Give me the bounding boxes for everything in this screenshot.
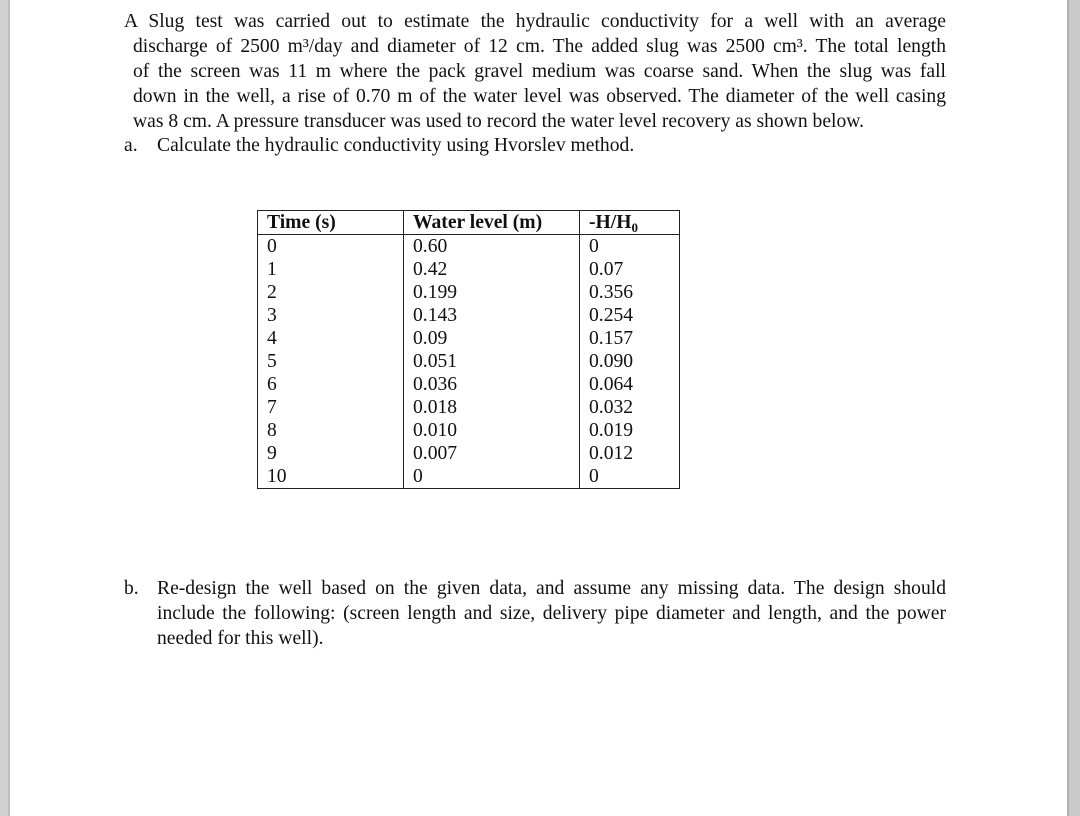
- table-row: [258, 258, 680, 281]
- part-a-text: Calculate the hydraulic conductivity using Hvorslev method.: [157, 135, 635, 156]
- intro-line-2: discharge of 2500 m³/day and diameter of 12 cm. The added slug was 2500 cm³. The total length: [133, 36, 946, 57]
- part-a: [124, 133, 634, 158]
- part-b-line-2: include the following: (screen length and size, delivery pipe diameter and length, and the power: [157, 603, 946, 624]
- table-row: [258, 235, 680, 259]
- cell-time: 4: [258, 327, 404, 350]
- intro-line-4: down in the well, a rise of 0.70 m of the water level was observed. The diameter of the well casing: [133, 86, 946, 107]
- cell-ratio: 0.032: [580, 396, 680, 419]
- header-ratio: [580, 211, 680, 235]
- cell-ratio: 0.356: [580, 281, 680, 304]
- cell-ratio: 0.090: [580, 350, 680, 373]
- part-b-marker: b.: [124, 578, 139, 599]
- cell-ratio: 0.064: [580, 373, 680, 396]
- table-row: [258, 419, 680, 442]
- cell-ratio: 0.254: [580, 304, 680, 327]
- cell-water-level: 0.010: [404, 419, 580, 442]
- cell-water-level: 0.007: [404, 442, 580, 465]
- right-window-edge-line: [1067, 0, 1069, 816]
- table-header-row: [258, 211, 680, 235]
- problem-statement: [124, 9, 946, 134]
- cell-water-level: 0: [404, 465, 580, 489]
- cell-time: 0: [258, 235, 404, 259]
- document-page: [10, 0, 1067, 816]
- water-level-table: [257, 210, 680, 489]
- header-ratio-subscript: 0: [631, 220, 638, 235]
- table-row: [258, 327, 680, 350]
- table-row: [258, 373, 680, 396]
- header-ratio-text: -H/H: [589, 212, 632, 233]
- cell-time: 8: [258, 419, 404, 442]
- cell-water-level: 0.018: [404, 396, 580, 419]
- cell-time: 5: [258, 350, 404, 373]
- cell-water-level: 0.143: [404, 304, 580, 327]
- cell-time: 3: [258, 304, 404, 327]
- cell-water-level: 0.09: [404, 327, 580, 350]
- table-body: [258, 235, 680, 489]
- cell-time: 2: [258, 281, 404, 304]
- cell-time: 10: [258, 465, 404, 489]
- cell-ratio: 0.07: [580, 258, 680, 281]
- table-row: [258, 281, 680, 304]
- part-a-marker: a.: [124, 135, 138, 156]
- intro-line-3: of the screen was 11 m where the pack gravel medium was coarse sand. When the slug was fall: [133, 61, 946, 82]
- cell-ratio: 0: [580, 465, 680, 489]
- cell-water-level: 0.60: [404, 235, 580, 259]
- cell-time: 9: [258, 442, 404, 465]
- table-row: [258, 350, 680, 373]
- part-b-line-1: Re-design the well based on the given data, and assume any missing data. The design should: [157, 578, 946, 599]
- part-b: [124, 576, 946, 651]
- header-time: Time (s): [258, 211, 404, 235]
- table-row: [258, 396, 680, 419]
- cell-time: 1: [258, 258, 404, 281]
- table-row: [258, 465, 680, 489]
- part-b-body: [157, 576, 946, 651]
- cell-ratio: 0.019: [580, 419, 680, 442]
- cell-water-level: 0.051: [404, 350, 580, 373]
- cell-water-level: 0.036: [404, 373, 580, 396]
- table-row: [258, 304, 680, 327]
- cell-water-level: 0.199: [404, 281, 580, 304]
- intro-line-1: A Slug test was carried out to estimate the hydraulic conductivity for a well with an average: [124, 11, 946, 32]
- cell-time: 7: [258, 396, 404, 419]
- cell-time: 6: [258, 373, 404, 396]
- intro-line-5: was 8 cm. A pressure transducer was used to record the water level recovery as shown below.: [133, 111, 865, 132]
- part-b-line-3: needed for this well).: [157, 628, 324, 649]
- table-row: [258, 442, 680, 465]
- header-water-level: Water level (m): [404, 211, 580, 235]
- cell-ratio: 0.012: [580, 442, 680, 465]
- cell-water-level: 0.42: [404, 258, 580, 281]
- cell-ratio: 0.157: [580, 327, 680, 350]
- cell-ratio: 0: [580, 235, 680, 259]
